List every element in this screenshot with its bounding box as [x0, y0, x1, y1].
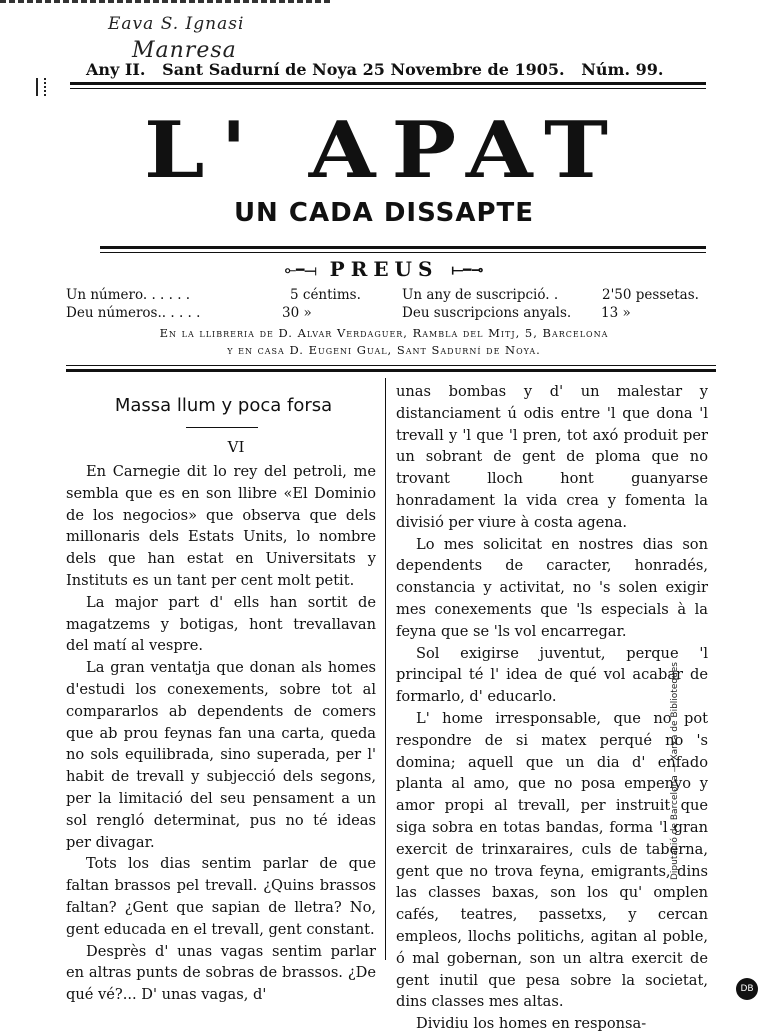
library-logo: DB — [736, 978, 758, 1000]
price-left-1-value: 5 céntims. — [290, 287, 361, 303]
issue-line — [86, 60, 696, 79]
issue-year: Any II. — [86, 60, 146, 79]
handwritten-note-1: Eava S. Ignasi — [108, 14, 245, 34]
price-left-2-label: Deu números.. . . . . — [66, 305, 201, 321]
masthead-title: L' APAT — [144, 105, 624, 196]
rule-top-thin — [70, 88, 706, 89]
paragraph: L' home irresponsable, que no pot respondre de si matex perqué no 's domina; aquell que un dia d' enfado planta al amo, que no posa empenyo y amor propi al trevall, per instruit que siga sobra en totas bandas, forma 'l gran exercit de trinxaraires, culs de taberna, gent que no trova feyna, emigrants, dins las classes baxas, son los qu' omplen cafés, teatres, passetxs, y cercan empleos, llochs politichs, agitan al poble, ó mal gobernan, son un altra exercit de gent inutil que pesa sobre la societat, dins classes mes altas. — [396, 709, 708, 1011]
price-right-2-value: 13 » — [601, 305, 631, 321]
article-section-number: VI — [227, 438, 245, 456]
article-title: Massa llum y poca forsa — [114, 395, 333, 416]
margin-mark — [36, 78, 46, 96]
column-separator — [385, 378, 386, 960]
paragraph: Tots los dias sentim parlar de que faltan brassos pel trevall. ¿Quins brassos faltan? ¿Gent que sapian de lletra? No, gent educada en el trevall, gent constant. — [66, 855, 376, 938]
rule-top-thick — [70, 82, 706, 85]
paragraph: Lo mes solicitat en nostres dias son dependents de caracter, honradés, constancia y activitat, no 's solen exigir mes conexements que 'ls especials à la feyna que se 'ls vol encarregar. — [396, 535, 708, 640]
paragraph: La gran ventatja que donan als homes d'estudi los conexements, sobre tot al compararlos ab dependents de comers que ab prou feynas fan una carta, queda no sols equilibrada, sino superada, per l' habit de trevall y subjecció dels segons, per la limitació del seu pensament a un sol rengló determinat, pus no té ideas per divagar. — [66, 659, 376, 851]
title-underline — [186, 427, 258, 428]
top-edge-marks — [0, 0, 330, 13]
issue-place-date: Sant Sadurní de Noya 25 Novembre de 1905. — [162, 60, 565, 79]
price-right-2-label: Deu suscripcions anyals. — [402, 305, 572, 321]
rule-mid-thick — [100, 246, 706, 249]
paragraph: Sol exigirse juventut, perque 'l principal té l' idea de qué vol acabar de formarlo, d' educarlo. — [396, 644, 708, 706]
paragraph: En Carnegie dit lo rey del petroli, me sembla que es en son llibre «El Dominio de los negocios» que observa que dels millonaris dels Estats Units, lo nombre dels que han estat en Universitats y Instituts es un tant per cent molt petit. — [66, 463, 376, 589]
issue-number: Núm. 99. — [581, 60, 664, 79]
prices-heading-text: PREUS — [329, 257, 439, 281]
rule-columns-thick — [66, 369, 716, 372]
flourish-right-icon: ⟝━⊸ — [451, 262, 484, 279]
paragraph: La major part d' ells han sortit de magatzems y botigas, hont trevallavan del matí al vespre. — [66, 593, 376, 655]
article-column-right — [396, 381, 708, 1033]
handwritten-note-2: Manresa — [132, 38, 237, 63]
flourish-left-icon: ⟜━⟞ — [284, 262, 317, 279]
prices-heading — [0, 257, 768, 281]
address-line-1: En la llibreria de D. Alvar Verdaguer, Rambla del Mitj, 5, Barcelona — [159, 326, 609, 340]
article-column-left — [66, 461, 376, 1004]
rule-columns-thin — [66, 365, 716, 366]
rule-mid-thin — [100, 252, 706, 253]
masthead-subtitle: UN CADA DISSAPTE — [233, 198, 535, 228]
address-line-2: y en casa D. Eugeni Gual, Sant Sadurní de Noya. — [227, 343, 541, 357]
price-right-1-label: Un any de suscripció. . — [402, 287, 559, 303]
paragraph: Dividiu los homes en responsa- — [416, 1015, 647, 1033]
price-right-1-value: 2'50 pessetas. — [602, 287, 699, 303]
paragraph: unas bombas y d' un malestar y distanciament ú odis entre 'l que dona 'l trevall y 'l que 'l pren, tot axó produit per un sobrant de gent de ploma que no trovant lloch hont guanyarse honradament la vida crea y fomenta la divisió per viure à costa agena. — [396, 383, 708, 531]
price-left-1-label: Un número. . . . . . — [66, 287, 191, 303]
library-credit: Diputació de Barcelona — Xarxa de Biblioteques — [670, 662, 680, 880]
price-left-2-value: 30 » — [282, 305, 312, 321]
paragraph: Desprès d' unas vagas sentim parlar en altras punts de sobras de brassos. ¿De qué vé?... D' unas vagas, d' — [66, 942, 376, 1004]
